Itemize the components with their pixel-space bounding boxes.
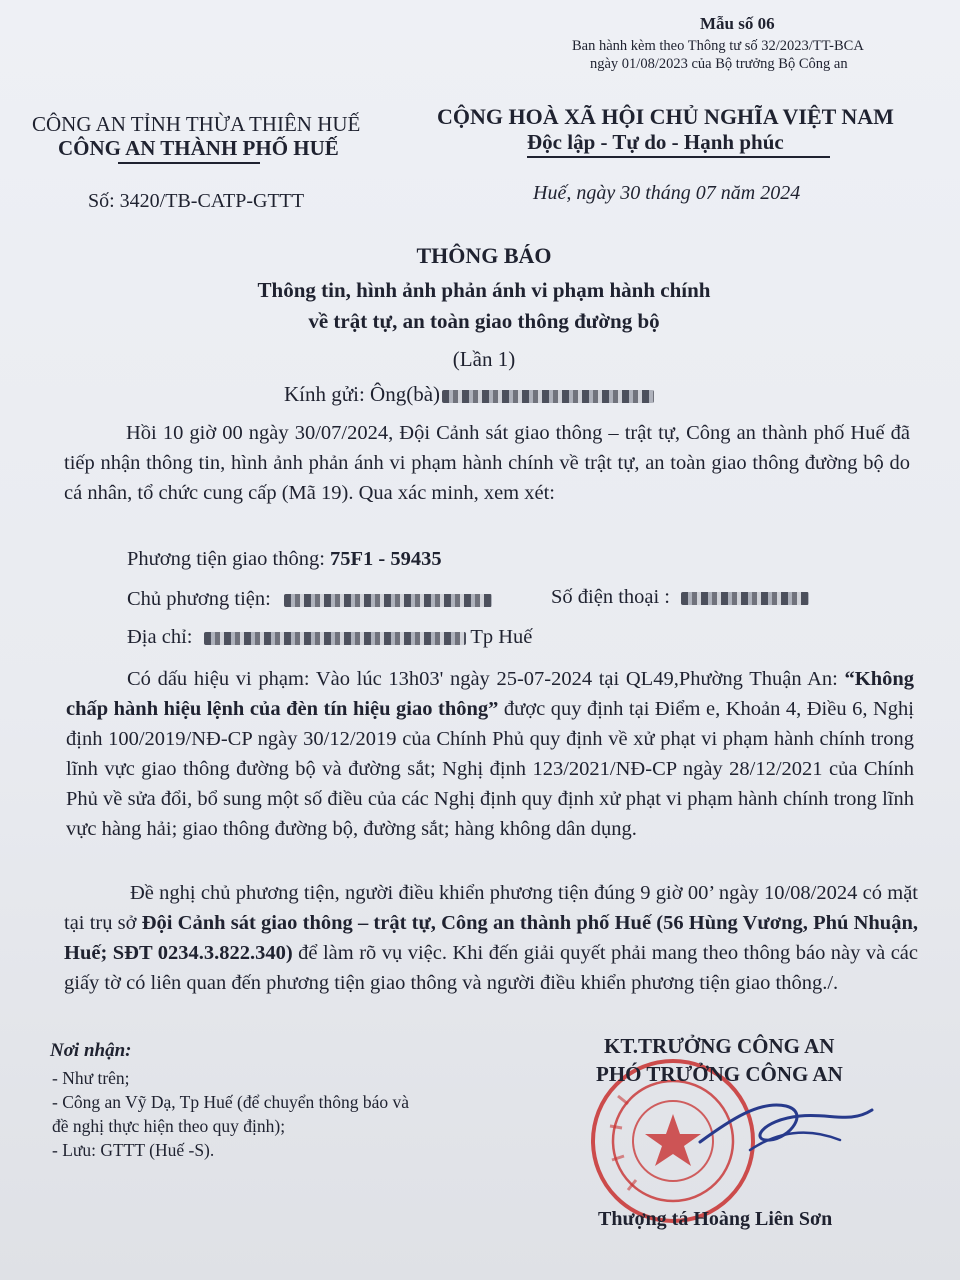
violation-details: được quy định tại Điểm e, Khoản 4, Điều 6, Nghị định 100/2019/NĐ-CP ngày 30/12/2019 của Chính Phủ quy định về xử phạt vi phạm hành chính trong lĩnh vực giao thông đường bộ và đường sắt; Nghị định 123/2021/NĐ-CP ngày 28/12/2021 của Chính Phủ về sửa đổi, bổ sung một số điều của các Nghị định quy định xử phạt vi phạm hành chính trong lĩnh vực hàng hải; giao thông đường bộ, đường sắt; hàng không dân dụng.	[66, 698, 915, 840]
redacted-name	[442, 390, 654, 403]
owner-label: Chủ phương tiện:	[127, 588, 271, 610]
document-subtitle-1: Thông tin, hình ảnh phản ánh vi phạm hành chính	[257, 278, 711, 302]
recipient-line	[284, 382, 654, 407]
signature-title-2: PHÓ TRƯỞNG CÔNG AN	[596, 1062, 843, 1086]
recipient-item: - Công an Vỹ Dạ, Tp Huế (để chuyển thông báo và	[52, 1092, 410, 1112]
intro-paragraph: Hồi 10 giờ 00 ngày 30/07/2024, Đội Cảnh sát giao thông – trật tự, Công an thành phố Huế đã tiếp nhận thông tin, hình ảnh phản ánh vi phạm hành chính về trật tự, an toàn giao thông đường bộ do cá nhân, tổ chức cung cấp (Mã 19). Qua xác minh, xem xét:	[64, 422, 910, 504]
redacted-phone	[681, 592, 809, 605]
vehicle-line	[127, 548, 442, 571]
recipient-label: Kính gửi: Ông(bà)	[284, 382, 441, 406]
address-label: Địa chỉ:	[127, 626, 193, 648]
address-line	[127, 626, 532, 649]
address-city: Tp Huế	[470, 626, 533, 648]
form-number: Mẫu số 06	[700, 14, 775, 33]
document-number: Số: 3420/TB-CATP-GTTT	[88, 190, 305, 212]
form-issued-with: Ban hành kèm theo Thông tư số 32/2023/TT-BCA	[572, 38, 864, 54]
agency-name: CÔNG AN THÀNH PHỐ HUẾ	[58, 136, 339, 160]
vehicle-plate: 75F1 - 59435	[330, 548, 442, 570]
national-motto: Độc lập - Tự do - Hạnh phúc	[527, 130, 784, 154]
signature-title-1: KT.TRƯỞNG CÔNG AN	[604, 1034, 835, 1058]
redacted-address	[204, 632, 466, 645]
phone-label: Số điện thoại :	[551, 586, 671, 608]
recipient-item: đề nghị thực hiện theo quy định);	[52, 1116, 286, 1136]
document-subtitle-2: về trật tự, an toàn giao thông đường bộ	[308, 309, 660, 333]
agency-underline	[118, 162, 260, 164]
redacted-owner	[284, 594, 492, 607]
recipients-title: Nơi nhận:	[50, 1040, 132, 1061]
recipient-item: - Lưu: GTTT (Huế -S).	[52, 1140, 215, 1160]
violation-lead: Có dấu hiệu vi phạm: Vào lúc 13h03' ngày 25-07-2024 tại QL49,Phường Thuận An:	[127, 668, 845, 690]
signer-name: Thượng tá Hoàng Liên Sơn	[598, 1208, 833, 1230]
date-line: Huế, ngày 30 tháng 07 năm 2024	[533, 182, 801, 204]
owner-line	[127, 588, 492, 611]
recipient-item: - Như trên;	[52, 1068, 130, 1088]
form-issued-date: ngày 01/08/2023 của Bộ trưởng Bộ Công an	[590, 56, 848, 72]
agency-parent: CÔNG AN TỈNH THỪA THIÊN HUẾ	[32, 112, 361, 136]
notice-round: (Lần 1)	[452, 347, 516, 371]
nation-title: CỘNG HOÀ XÃ HỘI CHỦ NGHĨA VIỆT NAM	[437, 104, 894, 129]
document-title: THÔNG BÁO	[416, 243, 552, 268]
request-paragraph	[64, 878, 918, 998]
motto-underline	[527, 156, 830, 158]
vehicle-label: Phương tiện giao thông:	[127, 548, 325, 570]
request-details: để làm rõ vụ việc. Khi đến giải quyết phải mang theo thông báo này và các giấy tờ có liên quan đến phương tiện giao thông và người điều khiển phương tiện giao thông./.	[64, 942, 918, 994]
request-lead: Đề nghị chủ phương tiện, người điều khiển phương tiện đúng 9 giờ 00’ ngày 10/08/2024 có mặt tại trụ sở	[64, 882, 918, 934]
phone-line	[551, 586, 809, 609]
handwritten-signature	[690, 1080, 880, 1170]
request-place: Đội Cảnh sát giao thông – trật tự, Công an thành phố Huế (56 Hùng Vương, Phú Nhuận, Huế; SĐT 0234.3.822.340)	[64, 912, 918, 964]
violation-offense: “Không chấp hành hiệu lệnh của đèn tín hiệu giao thông”	[66, 668, 914, 720]
violation-paragraph	[66, 664, 914, 844]
